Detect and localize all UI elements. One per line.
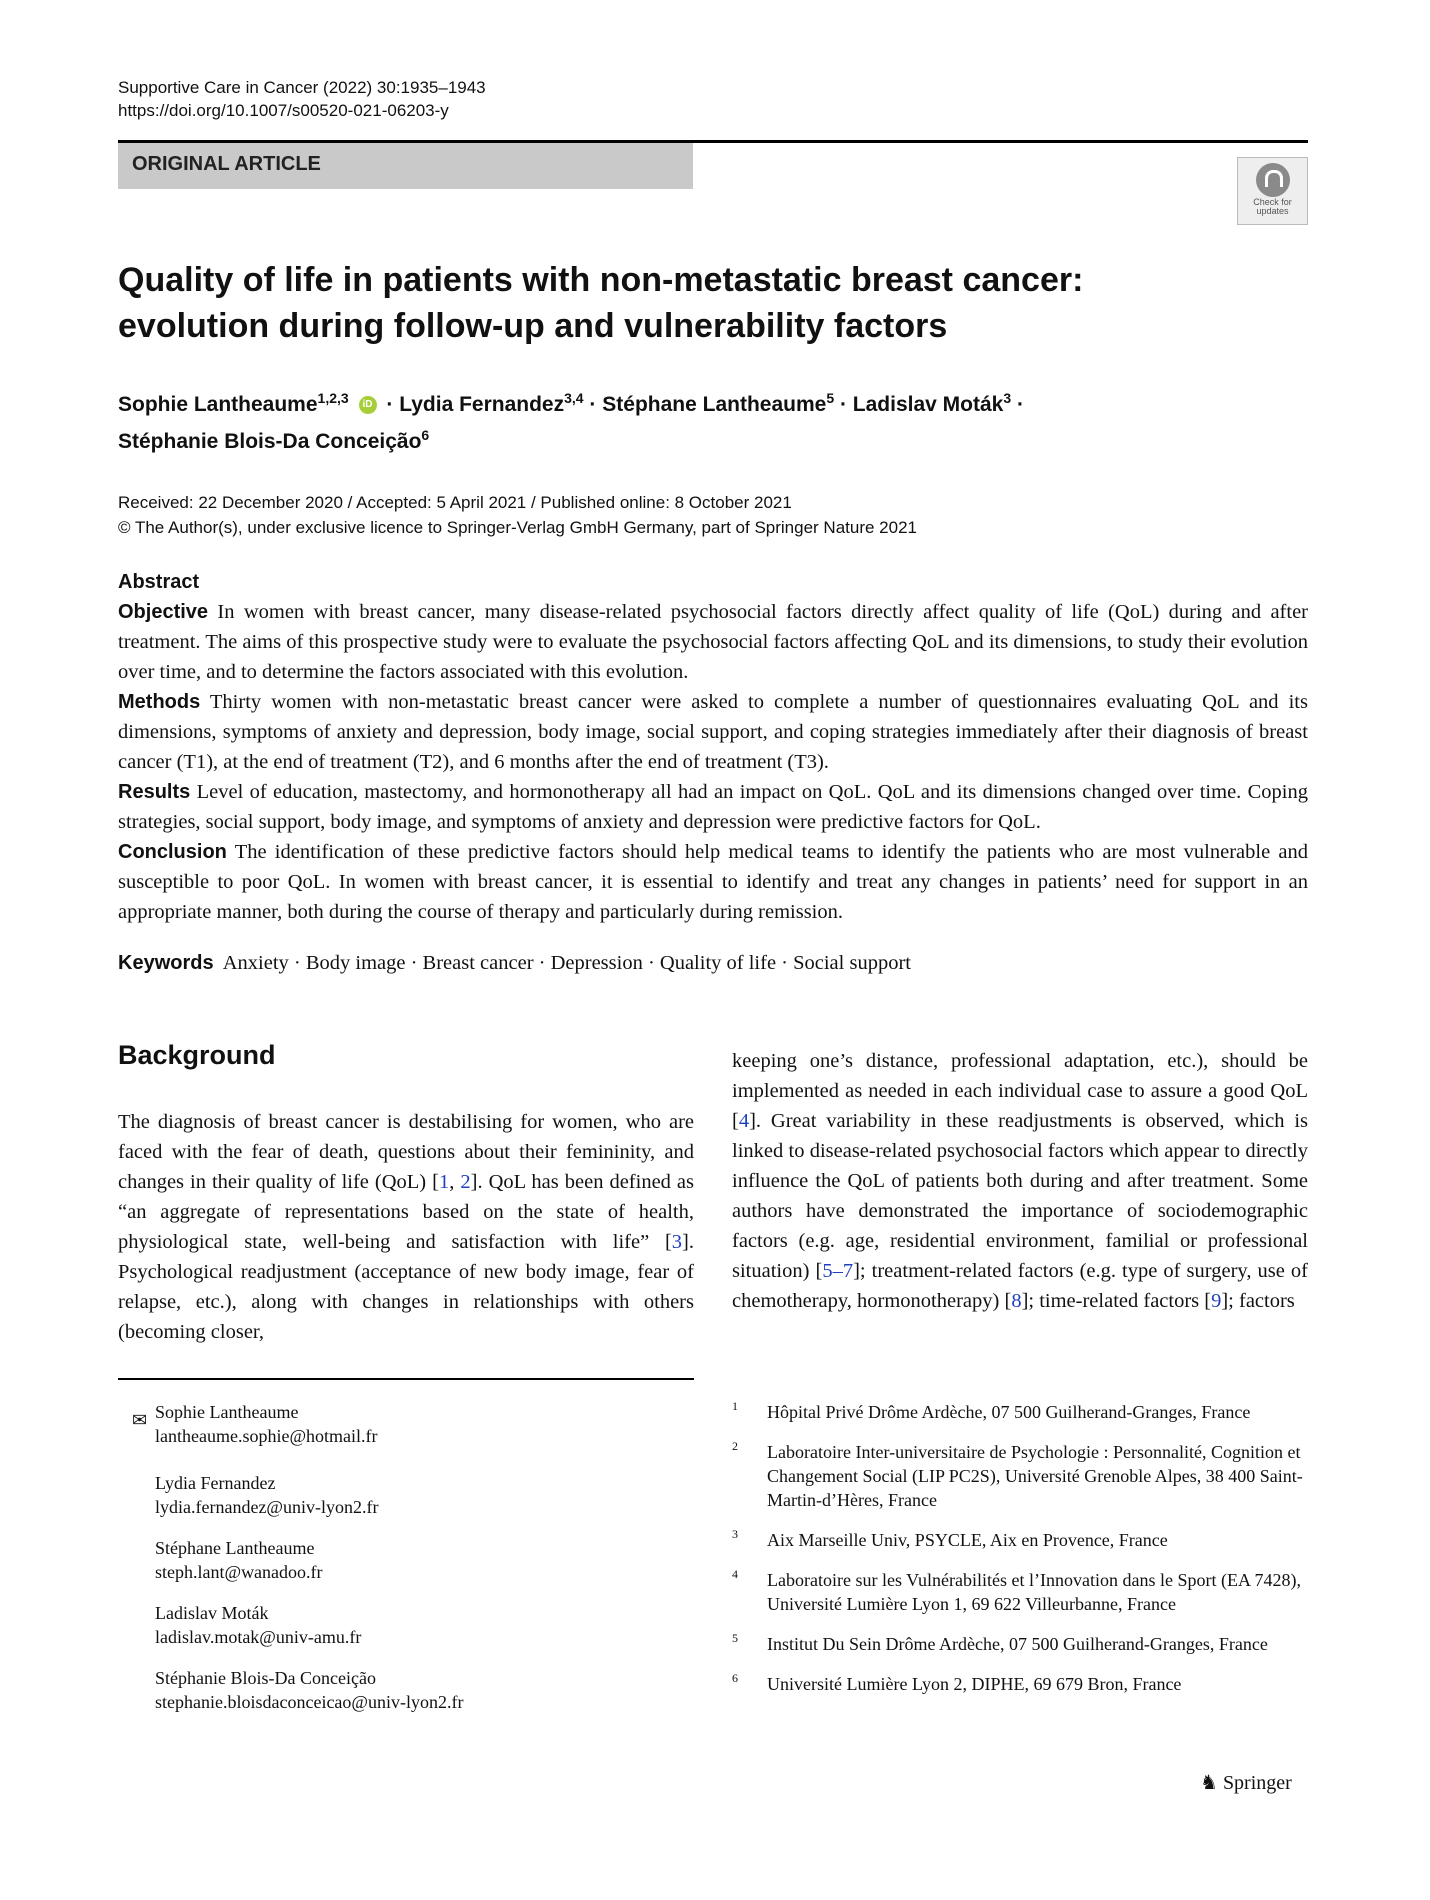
- section-heading-background: Background: [118, 1040, 276, 1070]
- springer-horse-icon: ♞: [1200, 1772, 1218, 1794]
- contact-name: Lydia Fernandez: [155, 1473, 276, 1493]
- affiliation-text: Institut Du Sein Drôme Ardèche, 07 500 Guilherand-Granges, France: [767, 1634, 1268, 1654]
- bookmark-icon: [1256, 163, 1290, 197]
- body-text: ,: [449, 1171, 461, 1193]
- conclusion-text: The identification of these predictive factors should help medical teams to identify the patients who are most vulnerable and susceptible to poor QoL. In women with breast cancer, it is essential to identify and treat any changes in patients’ need for support in an appropriate manner, both during the course of therapy and particularly during remission.: [118, 841, 1308, 923]
- check-for-updates-badge[interactable]: [1237, 157, 1308, 225]
- envelope-icon: ✉: [132, 1410, 148, 1430]
- citation-link[interactable]: 3: [671, 1231, 683, 1253]
- affiliation-text: Aix Marseille Univ, PSYCLE, Aix en Provence, France: [767, 1530, 1168, 1550]
- title-line: evolution during follow-up and vulnerability factors: [118, 307, 948, 345]
- contact-name: Stéphane Lantheaume: [155, 1538, 315, 1558]
- check-updates-line1: Check for: [1253, 197, 1292, 207]
- contact-entry: [155, 1471, 694, 1519]
- citation-link[interactable]: 2: [460, 1171, 471, 1193]
- author-affil-sup: 5: [826, 390, 835, 406]
- objective-label: Objective: [118, 601, 209, 623]
- affiliation-number: 4: [732, 1567, 738, 1581]
- contact-name: Sophie Lantheaume: [155, 1402, 299, 1422]
- conclusion-label: Conclusion: [118, 841, 227, 863]
- abstract-heading: Abstract: [118, 571, 200, 593]
- keywords: [118, 952, 1308, 975]
- body-text: ]; factors: [1221, 1290, 1295, 1312]
- methods-label: Methods: [118, 691, 201, 713]
- keywords-text: Anxiety · Body image · Breast cancer · Depression · Quality of life · Social support: [222, 952, 911, 974]
- results-label: Results: [118, 781, 191, 803]
- results-text: Level of education, mastectomy, and hormonotherapy all had an impact on QoL. QoL and its dimensions changed over time. Coping strategies, social support, body image, and symptoms of anxiety and depression were predictive factors for QoL.: [118, 781, 1309, 833]
- contact-name: Ladislav Moták: [155, 1603, 269, 1623]
- article-type: ORIGINAL ARTICLE: [132, 153, 321, 175]
- check-updates-line2: updates: [1256, 206, 1289, 216]
- abstract: [118, 567, 1308, 927]
- publication-dates: [118, 490, 917, 540]
- author-contacts: [118, 1400, 694, 1731]
- contact-email[interactable]: lantheaume.sophie@hotmail.fr: [155, 1426, 378, 1446]
- affiliation-item: [732, 1568, 1308, 1616]
- abstract-methods: [118, 687, 1308, 777]
- contact-email[interactable]: ladislav.motak@univ-amu.fr: [155, 1627, 362, 1647]
- author-name: Stéphane Lantheaume: [602, 393, 827, 416]
- citation-link[interactable]: 4: [738, 1110, 750, 1132]
- keywords-label: Keywords: [118, 952, 214, 974]
- author-affil-sup: 3,4: [564, 390, 584, 406]
- body-column-right: [732, 1046, 1308, 1316]
- author-name: Lydia Fernandez: [399, 393, 565, 416]
- publisher-logo: [1200, 1770, 1292, 1795]
- affiliation-text: Université Lumière Lyon 2, DIPHE, 69 679 Bron, France: [767, 1674, 1182, 1694]
- author-name: Sophie Lantheaume: [118, 393, 318, 416]
- citation-link[interactable]: 1: [438, 1171, 450, 1193]
- affiliation-item: [732, 1632, 1308, 1656]
- contact-entry: [155, 1536, 694, 1584]
- affiliation-number: 3: [732, 1527, 738, 1541]
- journal-citation: Supportive Care in Cancer (2022) 30:1935–1943: [118, 78, 486, 97]
- publisher-name: Springer: [1222, 1772, 1292, 1794]
- affiliation-number: 1: [732, 1399, 738, 1413]
- body-text: ]. Psychological readjustment (acceptance of new body image, fear of relapse, etc.), along with changes in relationships with others (becoming closer,: [118, 1231, 694, 1343]
- doi-link[interactable]: https://doi.org/10.1007/s00520-021-06203-y: [118, 101, 449, 120]
- footnote-separator: [118, 1378, 694, 1380]
- body-text: ]; time-related factors [: [1021, 1290, 1212, 1312]
- contact-email[interactable]: steph.lant@wanadoo.fr: [155, 1562, 323, 1582]
- author-list: Sophie Lantheaume$^{1,2,3}$ iD · Lydia Fernandez$^{3,4}$ · Stéphane Lantheaume$^5$ · Ladislav Moták$^3$ · Stéphanie Blois-Da Conceição$^6$: [118, 390, 1024, 453]
- author-affil-sup: 6: [421, 427, 430, 443]
- contact-entry: [155, 1601, 694, 1649]
- abstract-results: [118, 777, 1308, 837]
- title-line: Quality of life in patients with non-metastatic breast cancer:: [118, 261, 1084, 299]
- citation-link[interactable]: 9: [1211, 1290, 1222, 1312]
- affiliation-text: Hôpital Privé Drôme Ardèche, 07 500 Guilherand-Granges, France: [767, 1402, 1251, 1422]
- contact-entry: [155, 1666, 694, 1714]
- contact-email[interactable]: stephanie.bloisdaconceicao@univ-lyon2.fr: [155, 1692, 464, 1712]
- contact-entry: [155, 1400, 694, 1448]
- body-text: The diagnosis of breast cancer is destabilising for women, who are faced with the fear of death, questions about their femininity, and changes in their quality of life (QoL) [: [118, 1111, 694, 1193]
- orcid-icon[interactable]: iD: [359, 396, 377, 414]
- affiliations: [732, 1400, 1308, 1712]
- body-text: ]; treatment-related factors (e.g. type of surgery, use of chemotherapy, hormonotherapy) [: [732, 1260, 1308, 1312]
- methods-text: Thirty women with non-metastatic breast cancer were asked to complete a number of questionnaires evaluating QoL and its dimensions, symptoms of anxiety and depression, body image, social support, and coping strategies immediately after their diagnosis of breast cancer (T1), at the end of treatment (T2), and 6 months after the end of treatment (T3).: [118, 691, 1308, 773]
- contact-email[interactable]: lydia.fernandez@univ-lyon2.fr: [155, 1497, 379, 1517]
- abstract-objective: [118, 597, 1308, 687]
- author-name: Ladislav Moták: [852, 393, 1004, 416]
- affiliation-item: [732, 1440, 1308, 1512]
- body-text: keeping one’s distance, professional adaptation, etc.), should be implemented as needed in each individual case to assure a good QoL [: [732, 1050, 1308, 1132]
- affiliation-number: 2: [732, 1439, 738, 1453]
- author-name: Stéphanie Blois-Da Conceição: [118, 430, 422, 453]
- affiliation-text: Laboratoire Inter-universitaire de Psychologie : Personnalité, Cognition et Changement Social (LIP PC2S), Université Grenoble Alpes, 38 400 Saint-Martin-d’Hères, France: [767, 1442, 1303, 1510]
- contact-name: Stéphanie Blois-Da Conceição: [155, 1668, 376, 1688]
- affiliation-number: 6: [732, 1671, 738, 1685]
- affiliation-number: 5: [732, 1631, 738, 1645]
- body-text: ]. Great variability in these readjustments is observed, which is linked to disease-related psychosocial factors which appear to directly influence the QoL of patients both during and after treatment. Some authors have demonstrated the importance of sociodemographic factors (e.g. age, residential environment, familial or professional situation) [: [732, 1110, 1308, 1282]
- author-affil-sup: 1,2,3: [317, 390, 349, 406]
- history-dates: Received: 22 December 2020 / Accepted: 5 April 2021 / Published online: 8 October 2021: [118, 493, 792, 512]
- affiliation-item: [732, 1672, 1308, 1696]
- objective-text: In women with breast cancer, many disease-related psychosocial factors directly affect quality of life (QoL) during and after treatment. The aims of this prospective study were to evaluate the psychosocial factors affecting QoL and its dimensions, to study their evolution over time, and to determine the factors associated with this evolution.: [118, 601, 1309, 683]
- citation-link[interactable]: 5–7: [822, 1260, 854, 1282]
- journal-info: [118, 76, 486, 122]
- affiliation-item: [732, 1400, 1308, 1424]
- abstract-conclusion: [118, 837, 1308, 927]
- copyright-line: © The Author(s), under exclusive licence to Springer-Verlag GmbH Germany, part of Springer Nature 2021: [118, 518, 917, 537]
- citation-link[interactable]: 8: [1011, 1290, 1022, 1312]
- author-affil-sup: 3: [1003, 390, 1012, 406]
- article-title: [118, 257, 1298, 349]
- body-text: ]. QoL has been defined as “an aggregate of representations based on the state of health, physiological state, well-being and satisfaction with life” [: [118, 1171, 694, 1253]
- body-column-left: [118, 1107, 694, 1347]
- affiliation-text: Laboratoire sur les Vulnérabilités et l’Innovation dans le Sport (EA 7428), Université Lumière Lyon 1, 69 622 Villeurbanne, France: [767, 1570, 1301, 1614]
- affiliation-item: [732, 1528, 1308, 1552]
